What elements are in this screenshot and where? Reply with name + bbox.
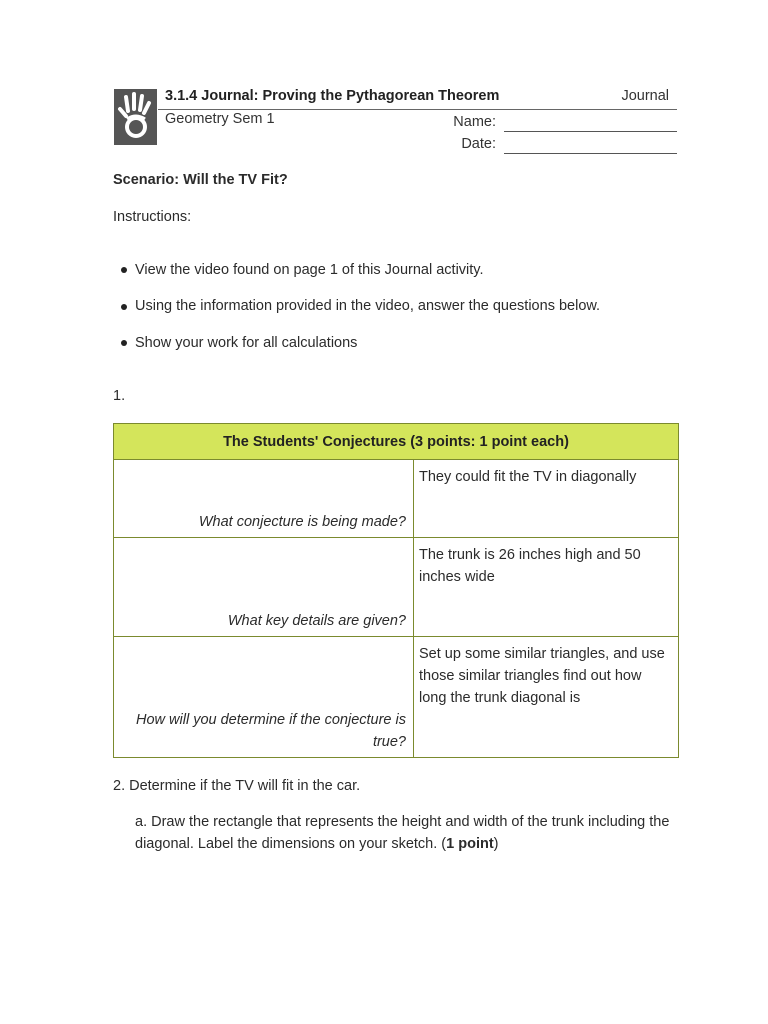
name-label: Name: [453, 114, 496, 130]
instruction-item: Show your work for all calculations [135, 335, 358, 351]
scenario-heading: Scenario: Will the TV Fit? [113, 172, 288, 188]
school-logo-icon [114, 89, 157, 145]
bullet-icon [121, 267, 127, 273]
table-row [114, 460, 679, 538]
course-name: Geometry Sem 1 [165, 111, 275, 127]
row-question: How will you determine if the conjecture is true? [114, 637, 414, 758]
row-answer[interactable]: The trunk is 26 inches high and 50 inches wide [414, 538, 679, 637]
row-question: What key details are given? [114, 538, 414, 637]
question-2-text: 2. Determine if the TV will fit in the car. [113, 778, 361, 794]
date-label: Date: [461, 136, 496, 152]
instruction-item: Using the information provided in the video, answer the questions below. [135, 298, 601, 314]
instruction-item: View the video found on page 1 of this Journal activity. [135, 262, 484, 278]
name-field[interactable] [504, 131, 677, 132]
date-field[interactable] [504, 153, 677, 154]
journal-title: 3.1.4 Journal: Proving the Pythagorean Theorem [165, 88, 500, 104]
document-type-label: Journal [621, 88, 669, 104]
instructions-label: Instructions: [113, 209, 192, 225]
table-title: The Students' Conjectures (3 points: 1 point each) [114, 424, 679, 460]
question-2a-points: 1 point [446, 836, 494, 852]
row-answer[interactable]: Set up some similar triangles, and use those similar triangles find out how long the trunk diagonal is [414, 637, 679, 758]
row-question: What conjecture is being made? [114, 460, 414, 538]
question-2a-close: ) [493, 836, 499, 852]
table-row [114, 538, 679, 637]
bullet-icon [121, 340, 127, 346]
row-answer[interactable]: They could fit the TV in diagonally [414, 460, 679, 538]
question-2a-text [135, 811, 675, 855]
header-divider [158, 109, 677, 110]
bullet-icon [121, 304, 127, 310]
conjectures-table [113, 423, 679, 758]
question-2a-body: a. Draw the rectangle that represents the height and width of the trunk including the diagonal. Label the dimensions on your sketch. ( [135, 814, 670, 852]
question-1-number: 1. [113, 388, 126, 404]
table-row [114, 637, 679, 758]
